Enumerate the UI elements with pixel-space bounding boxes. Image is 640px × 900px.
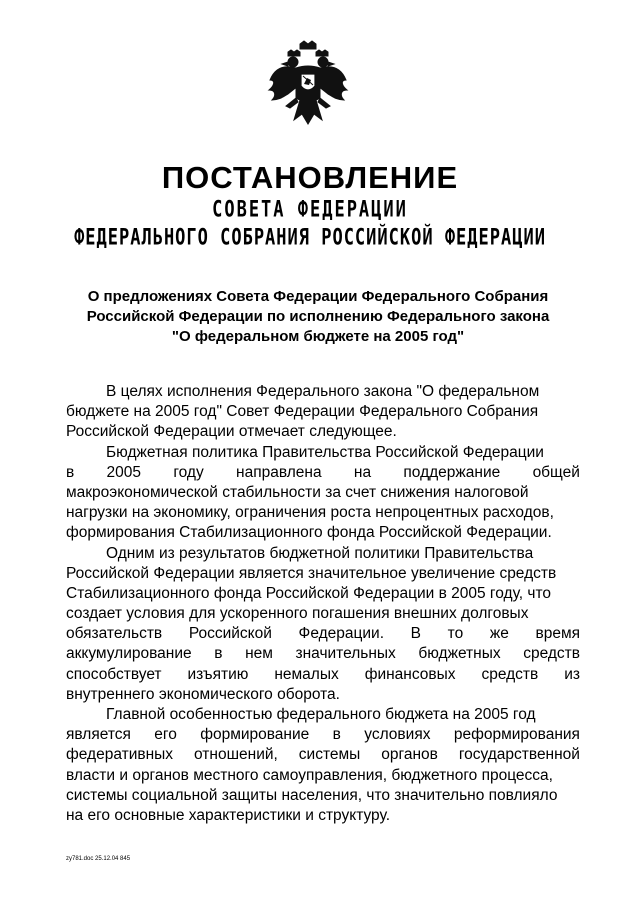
word: системы (298, 746, 361, 764)
word: обязательств (66, 625, 163, 643)
body-line: макроэкономической стабильности за счет снижения налоговой (66, 483, 529, 501)
body-line: нагрузки на экономику, ограничения роста непроцентных расходов, (66, 504, 554, 522)
document-title: ПОСТАНОВЛЕНИЕ (161, 160, 459, 195)
word: изъятию (187, 665, 249, 683)
word: то (447, 625, 464, 643)
word: же (489, 625, 509, 643)
body-line-justified (66, 725, 580, 745)
word: отношений, (194, 746, 278, 764)
document-reference-footer: zy781.doc 25.12.04 845 (66, 856, 131, 862)
heading-line: "О федеральном бюджете на 2005 год" (171, 328, 465, 345)
word: финансовых (364, 665, 456, 683)
word: году (173, 463, 204, 481)
body-line: на его основные характеристики и структуру. (66, 806, 390, 824)
body-line: внутреннего экономического оборота. (66, 685, 340, 703)
body-line: системы социальной защиты населения, что значительно повлияло (66, 786, 558, 804)
word: органов (381, 746, 438, 764)
body-line: бюджете на 2005 год" Совет Федерации Федерального Собрания (66, 403, 539, 421)
body-line: Одним из результатов бюджетной политики Правительства (106, 544, 534, 562)
document-subject-heading (58, 287, 578, 347)
body-line-justified (66, 624, 580, 644)
body-line: Главной особенностью федерального бюджета на 2005 год (106, 706, 536, 723)
word: Федерации. (298, 625, 385, 643)
document-body (66, 382, 580, 826)
word: нем (245, 645, 273, 663)
word: из (564, 665, 580, 683)
body-line: создает условия для ускоренного погашения внешних долговых (66, 605, 529, 623)
body-line: Российской Федерации является значительное увеличение средств (66, 564, 557, 582)
body-line: В целях исполнения Федерального закона "О федеральном (106, 383, 540, 400)
word: общей (532, 463, 580, 481)
word: средств (481, 665, 539, 683)
word: условиях (364, 726, 431, 744)
word: В (410, 625, 421, 643)
word: направлена (236, 463, 322, 481)
body-line: Бюджетная политика Правительства Российской Федерации (106, 443, 544, 461)
word: бюджетных (418, 645, 501, 663)
word: аккумулирование (66, 645, 192, 663)
word: поддержание (403, 463, 501, 481)
body-line: власти и органов местного самоуправления, бюджетного процесса, (66, 766, 553, 784)
body-line-justified (66, 463, 580, 483)
word: на (353, 463, 372, 481)
word: 2005 (106, 463, 142, 481)
word: немалых (274, 665, 339, 683)
word: реформирования (453, 726, 580, 744)
word: его (154, 726, 177, 744)
heading-line: Российской Федерации по исполнению Федерального закона (86, 308, 550, 325)
word: в (214, 645, 223, 663)
body-line: Российской Федерации отмечает следующее. (66, 423, 397, 441)
word: средств (523, 645, 580, 663)
issuer-line-2: ФЕДЕРАЛЬНОГО СОБРАНИЯ РОССИЙСКОЙ ФЕДЕРАЦИИ (74, 225, 546, 251)
word: время (535, 625, 580, 643)
word: способствует (66, 665, 162, 683)
word: значительных (295, 645, 396, 663)
word: федеративных (66, 746, 174, 764)
body-line-justified (66, 665, 580, 685)
body-line: формирования Стабилизационного фонда Российской Федерации. (66, 524, 552, 542)
body-line-justified (66, 644, 580, 664)
heading-line: О предложениях Совета Федерации Федерального Собрания (87, 288, 549, 305)
word: государственной (458, 746, 580, 764)
word: в (66, 463, 75, 481)
issuer-line-1: СОВЕТА ФЕДЕРАЦИИ (212, 197, 408, 223)
body-line: Стабилизационного фонда Российской Федерации в 2005 году, что (66, 584, 551, 602)
word: является (66, 726, 131, 744)
russian-emblem-icon (266, 40, 350, 128)
word: формирование (200, 726, 310, 744)
body-line-justified (66, 745, 580, 765)
word: Российской (188, 625, 272, 643)
word: в (332, 726, 341, 744)
